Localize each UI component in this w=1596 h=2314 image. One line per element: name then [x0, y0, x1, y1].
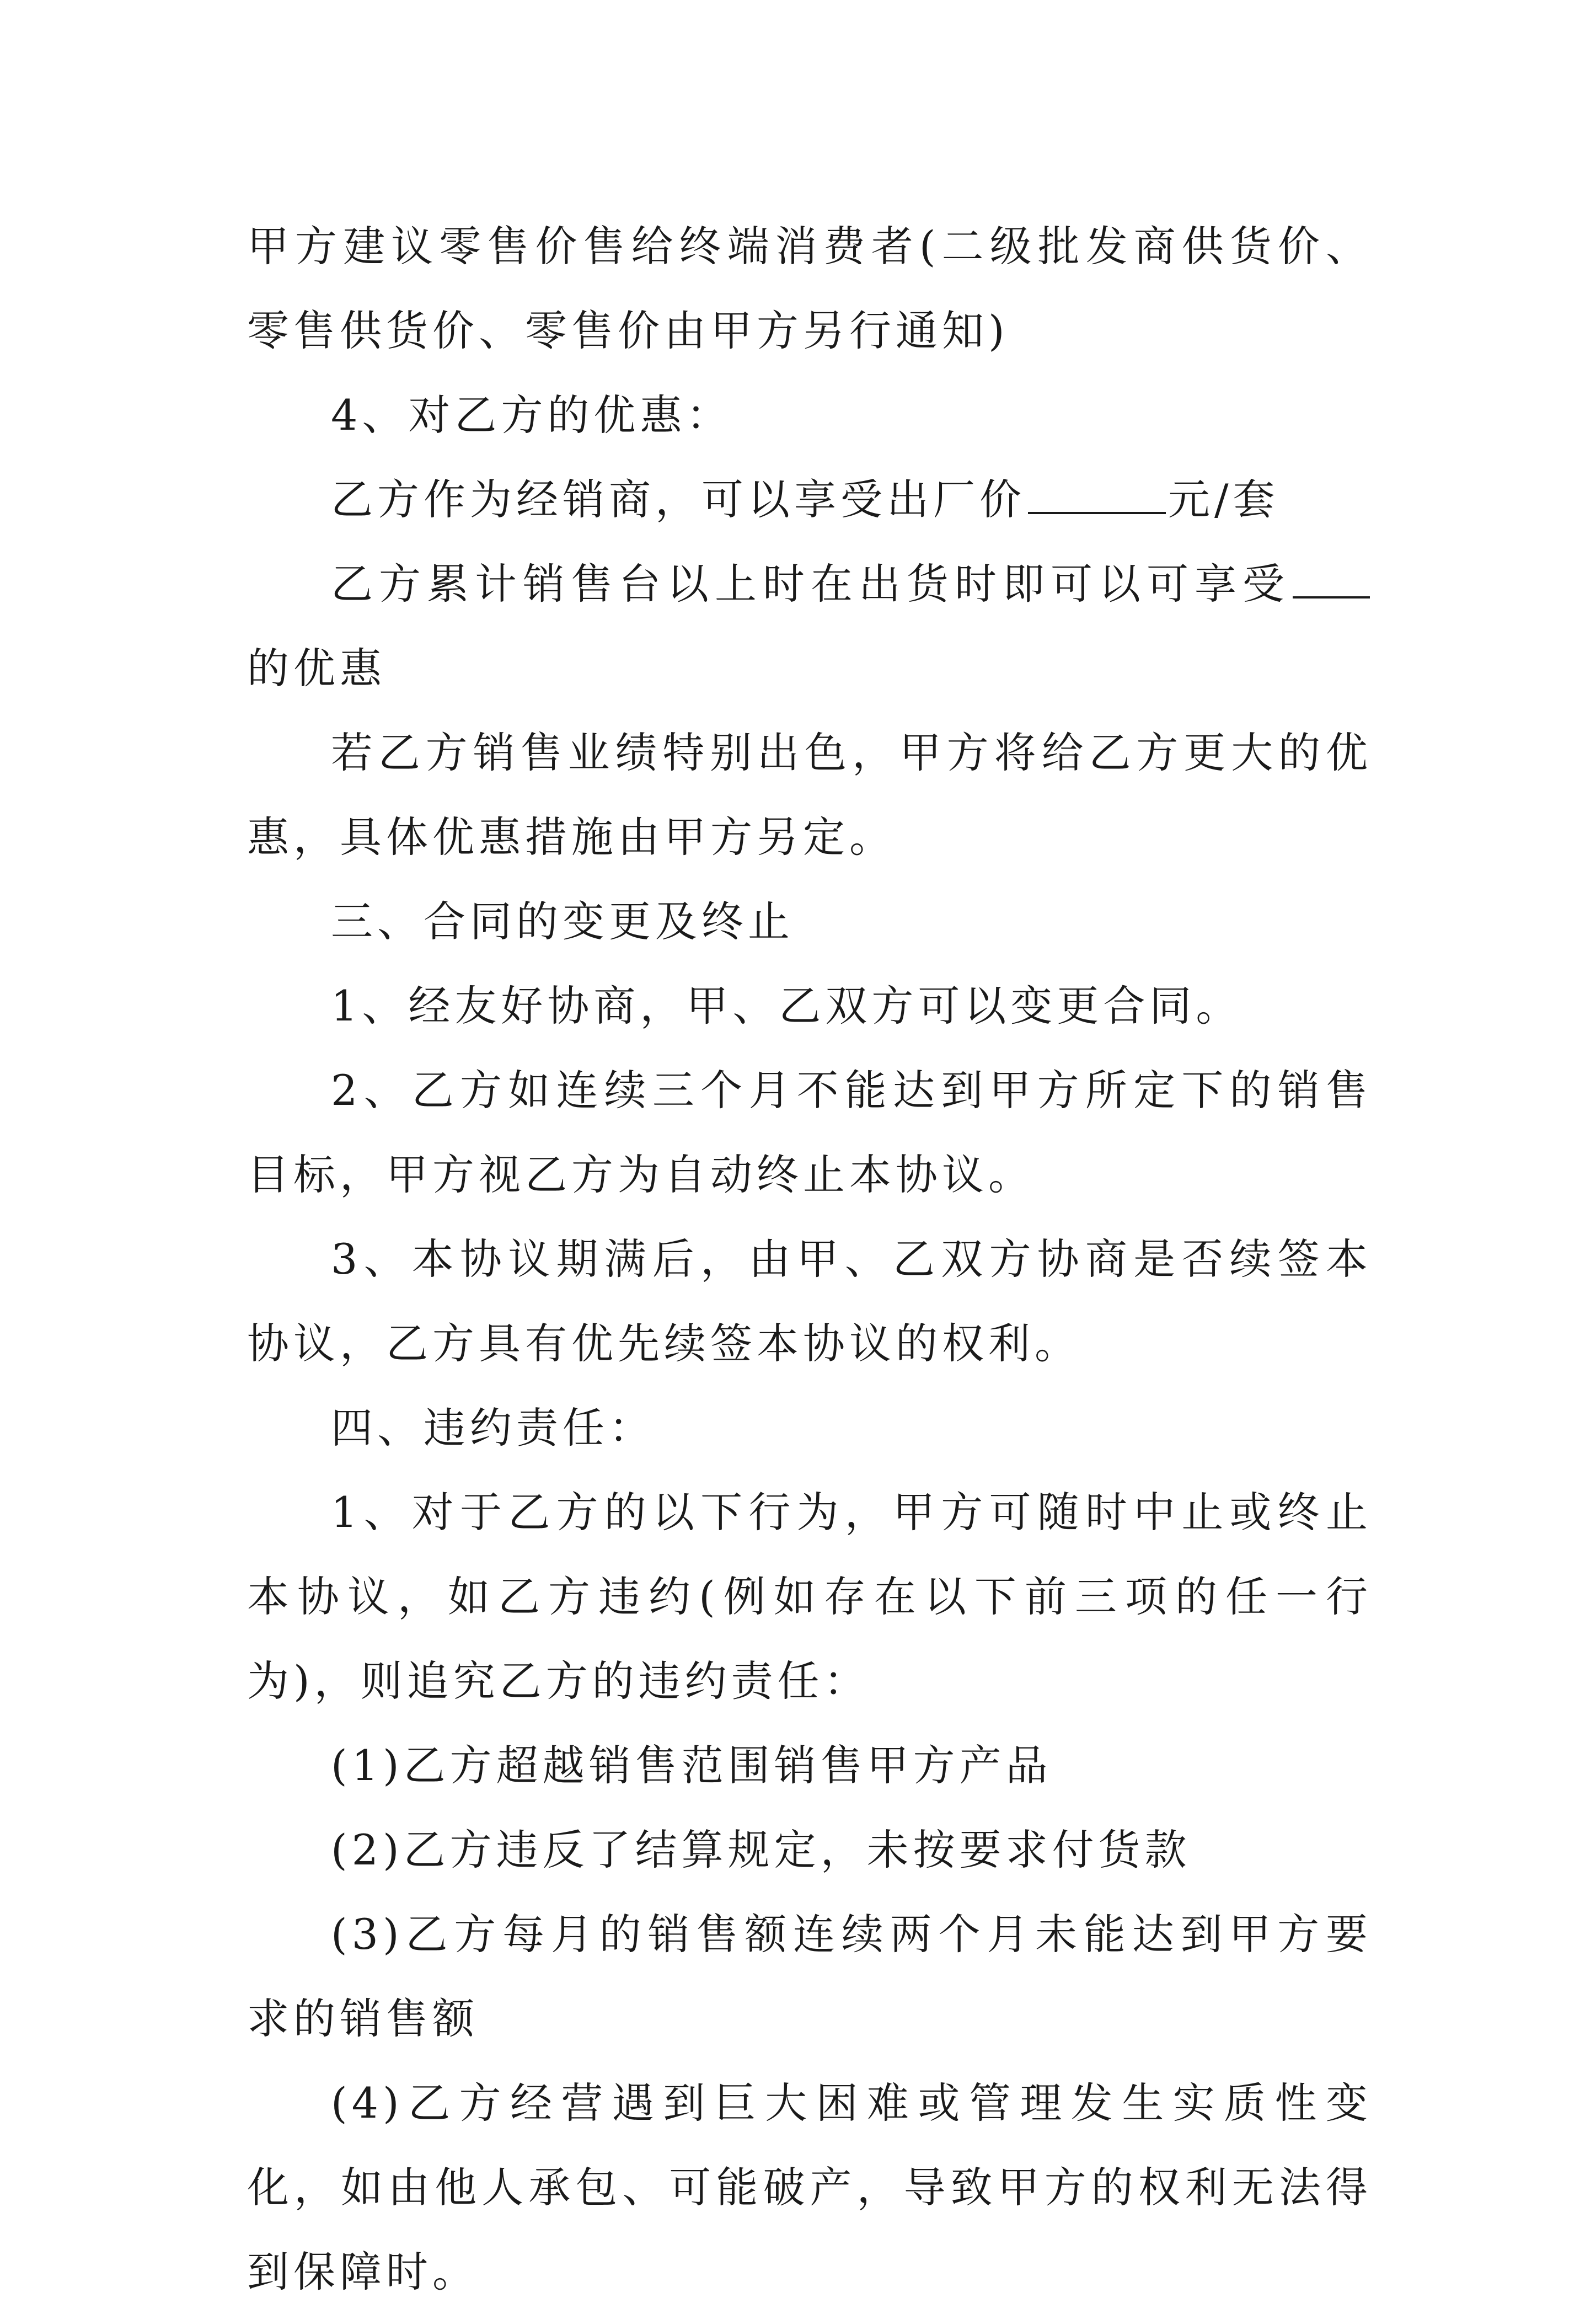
factory-price-blank	[1028, 473, 1166, 514]
list-item-liability-1: (1)乙方超越销售范围销售甲方产品	[331, 1741, 1052, 1790]
paragraph-retail-price: 甲方建议零售价售给终端消费者(二级批发商供货价、零售供货价、零售价由甲方另行通知)	[247, 222, 1372, 355]
paragraph-liability-1: 1、对于乙方的以下行为，甲方可随时中止或终止本协议，如乙方违约(例如存在以下前三项的任一行为)，则追究乙方的违约责任：	[247, 1488, 1372, 1706]
cumulative-sales-text: 乙方累计销售台以上时在出货时即可以可享受	[331, 559, 1290, 608]
paragraph-cumulative-sales	[247, 542, 1372, 710]
paragraph-change-1: 1、经友好协商，甲、乙双方可以变更合同。	[331, 981, 1242, 1030]
factory-price-text: 乙方作为经销商，可以享受出厂价	[331, 475, 1026, 524]
paragraph-extra-discount: 若乙方销售业绩特别出色，甲方将给乙方更大的优惠，具体优惠措施由甲方另定。	[247, 728, 1372, 862]
list-item-liability-2: (2)乙方违反了结算规定，未按要求付货款	[331, 1825, 1191, 1874]
paragraph-change-2: 2、乙方如连续三个月不能达到甲方所定下的销售目标，甲方视乙方为自动终止本协议。	[247, 1066, 1372, 1199]
section-heading-contract-change: 三、合同的变更及终止	[331, 897, 794, 946]
cumulative-sales-blank	[1293, 558, 1370, 598]
list-item-liability-4: (4)乙方经营遇到巨大困难或管理发生实质性变化，如由他人承包、可能破产，导致甲方的权利无法得到保障时。	[247, 2078, 1372, 2296]
factory-price-unit: 元/套	[1168, 475, 1279, 524]
section-heading-liability: 四、违约责任：	[331, 1403, 655, 1452]
paragraph-factory-price	[247, 457, 1372, 542]
paragraph-change-3: 3、本协议期满后，由甲、乙双方协商是否续签本协议，乙方具有优先续签本协议的权利。	[247, 1235, 1372, 1368]
paragraph-discount-heading: 4、对乙方的优惠：	[331, 391, 733, 440]
document-body	[247, 204, 1372, 2314]
cumulative-sales-suffix: 的优惠	[247, 644, 386, 693]
list-item-liability-3: (3)乙方每月的销售额连续两个月未能达到甲方要求的销售额	[247, 1910, 1372, 2043]
